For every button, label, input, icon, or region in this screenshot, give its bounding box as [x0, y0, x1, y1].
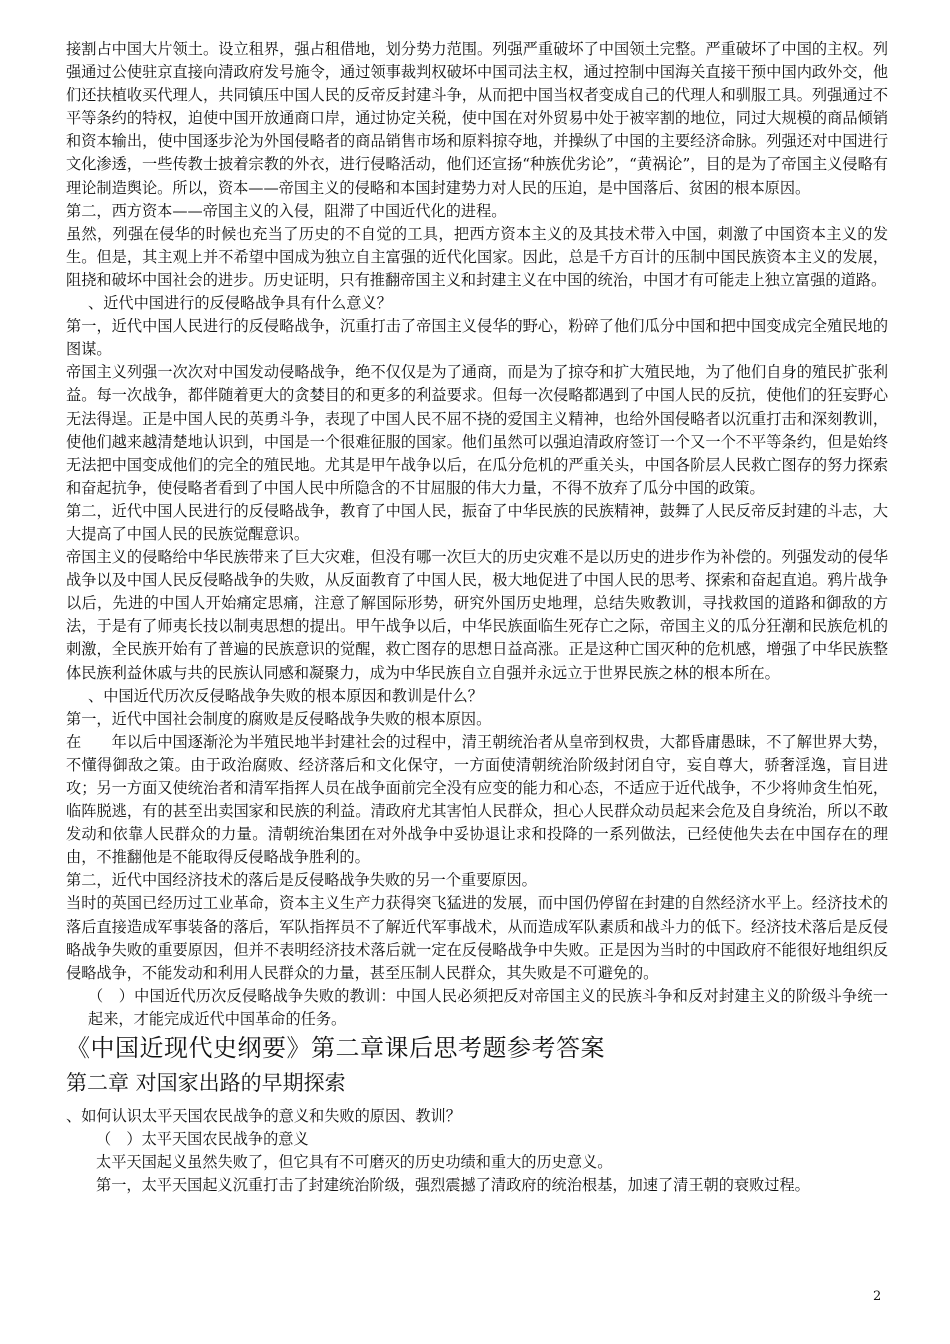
subheading: （ ）太平天国农民战争的意义 — [96, 1130, 309, 1149]
paragraph: 帝国主义列强一次次对中国发动侵略战争，绝不仅仅是为了通商，而是为了掠夺和扩大殖民地，为了他们自身的殖民扩张利益。每一次战争，都伴随着更大的贪婪目的和更多的利益要求。但每一次侵略都遇到了中国人民的反抗，使他们的狂妄野心无法得逞。正是中国人民的英勇斗争，表现了中国人民不屈不挠的爱国主义精神，也给外国侵略者以沉重打击和深刻教训，使他们越来越清楚地认识到，中国是一个很难征服的国家。他们虽然可以强迫清政府签订一个又一个不平等条约，但是始终无法把中国变成他们的完全的殖民地。尤其是甲午战争以后，在瓜分危机的严重关头，中国各阶层人民救亡图存的努力探索和奋起抗争，使侵略者看到了中国人民中所隐含的不甘屈服的伟大力量，不得不放弃了瓜分中国的政策。 — [66, 363, 888, 497]
paragraph: 第一，太平天国起义沉重打击了封建统治阶级，强烈震撼了清政府的统治根基，加速了清王朝的衰败过程。 — [96, 1176, 810, 1195]
document-page — [66, 38, 888, 1197]
paragraph: 虽然，列强在侵华的时候也充当了历史的不自觉的工具，把西方资本主义的及其技术带入中国，刺激了中国资本主义的发生。但是，其主观上并不希望中国成为独立自主富强的近代化国家。因此，总是千方百计的压制中国民族资本主义的发展，阻挠和破坏中国社会的进步。历史证明，只有推翻帝国主义和封建主义在中国的统治，中国才有可能走上独立富强的道路。 — [66, 224, 888, 289]
paragraph: 第一，近代中国人民进行的反侵略战争，沉重打击了帝国主义侵华的野心，粉碎了他们瓜分中国和把中国变成完全殖民地的图谋。 — [66, 317, 888, 359]
paragraph: 接割占中国大片领土。设立租界，强占租借地，划分势力范围。列强严重破坏了中国领土完整。严重破坏了中国的主权。列强通过公使驻京直接向清政府发号施令，通过领事裁判权破坏中国司法主权，通过控制中国海关直接干预中国内政外交，他们还扶植收买代理人，共同镇压中国人民的反帝反封建斗争，从而把中国当权者变成自己的代理人和驯服工具。列强通过不平等条约的特权，迫使中国开放通商口岸，通过协定关税，使中国在对外贸易中处于被宰割的地位，同过大规模的商品倾销和资本输出，使中国逐步沦为外国侵略者的商品销售市场和原料掠夺地，并操纵了中国的主要经济命脉。列强还对中国进行文化渗透，一些传教士披着宗教的外衣，进行侵略活动，他们还宣扬“种族优劣论”，“黄祸论”，目的是为了帝国主义侵略有理论制造舆论。所以，资本——帝国主义的侵略和本国封建势力对人民的压迫，是中国落后、贫困的根本原因。 — [66, 40, 888, 197]
question-heading: 、中国近代历次反侵略战争失败的根本原因和教训是什么？ — [88, 686, 483, 705]
paragraph: 太平天国起义虽然失败了，但它具有不可磨灭的历史功绩和重大的历史意义。 — [96, 1153, 613, 1172]
paragraph: （ ）中国近代历次反侵略战争失败的教训：中国人民必须把反对帝国主义的民族斗争和反对封建主义的阶级斗争统一起来，才能完成近代中国革命的任务。 — [88, 986, 888, 1028]
paragraph: 第二，西方资本——帝国主义的入侵，阻滞了中国近代化的进程。 — [66, 201, 507, 220]
page-number: 2 — [873, 1289, 882, 1304]
paragraph: 帝国主义的侵略给中华民族带来了巨大灾难，但没有哪一次巨大的历史灾难不是以历史的进步作为补偿的。列强发动的侵华战争以及中国人民反侵略战争的失败，从反面教育了中国人民，极大地促进了中国人民的思考、探索和奋起直追。鸦片战争以后，先进的中国人开始痛定思痛，注意了解国际形势，研究外国历史地理，总结失败教训，寻找救国的道路和御敌的方法，于是有了师夷长技以制夷思想的提出。甲午战争以后，中华民族面临生死存亡之际，帝国主义的瓜分狂潮和民族危机的刺激，全民族开始有了普遍的民族意识的觉醒，救亡图存的思想日益高涨。正是这种亡国灭种的危机感，增强了中华民族整体民族利益休戚与共的民族认同感和凝聚力，成为中华民族自立自强并永远立于世界民族之林的根本所在。 — [66, 548, 888, 682]
question-heading: 、如何认识太平天国农民战争的意义和失败的原因、教训？ — [66, 1107, 461, 1126]
paragraph: 第一，近代中国社会制度的腐败是反侵略战争失败的根本原因。 — [66, 709, 492, 728]
paragraph: 当时的英国已经历过工业革命，资本主义生产力获得突飞猛进的发展，而中国仍停留在封建的自然经济水平上。经济技术的落后直接造成军事装备的落后，军队指挥员不了解近代军事战术，从而造成军队素质和战斗力的低下。经济技术落后是反侵略战争失败的重要原因，但并不表明经济技术落后就一定在反侵略战争中失败。正是因为当时的中国政府不能很好地组织反侵略战争，不能发动和利用人民群众的力量，甚至压制人民群众，其失败是不可避免的。 — [66, 894, 888, 982]
chapter-heading: 第二章 对国家出路的早期探索 — [66, 1071, 346, 1096]
question-heading: 、近代中国进行的反侵略战争具有什么意义？ — [88, 294, 392, 313]
paragraph: 第二，近代中国经济技术的落后是反侵略战争失败的另一个重要原因。 — [66, 871, 537, 890]
paragraph: 第二，近代中国人民进行的反侵略战争，教育了中国人民，振奋了中华民族的民族精神，鼓舞了人民反帝反封建的斗志，大大提高了中国人民的民族觉醒意识。 — [66, 501, 888, 543]
paragraph: 在 年以后中国逐渐沦为半殖民地半封建社会的过程中，清王朝统治者从皇帝到权贵，大都昏庸愚昧，不了解世界大势，不懂得御敌之策。由于政治腐败、经济落后和文化保守，一方面使清朝统治阶级封闭自守，妄自尊大，骄奢淫逸，盲目进攻；另一方面又使统治者和清军指挥人员在战争面前完全没有应变的能力和心态，不适应于近代战争，不少将帅贪生怕死，临阵脱逃，有的甚至出卖国家和民族的利益。清政府尤其害怕人民群众，担心人民群众动员起来会危及自身统治，所以不敢发动和依靠人民群众的力量。清朝统治集团在对外战争中妥协退让求和投降的一系列做法，已经使他失去在中国存在的理由，不推翻他是不能取得反侵略战争胜利的。 — [66, 732, 888, 867]
document-title: 《中国近现代史纲要》第二章课后思考题参考答案 — [66, 1034, 605, 1063]
